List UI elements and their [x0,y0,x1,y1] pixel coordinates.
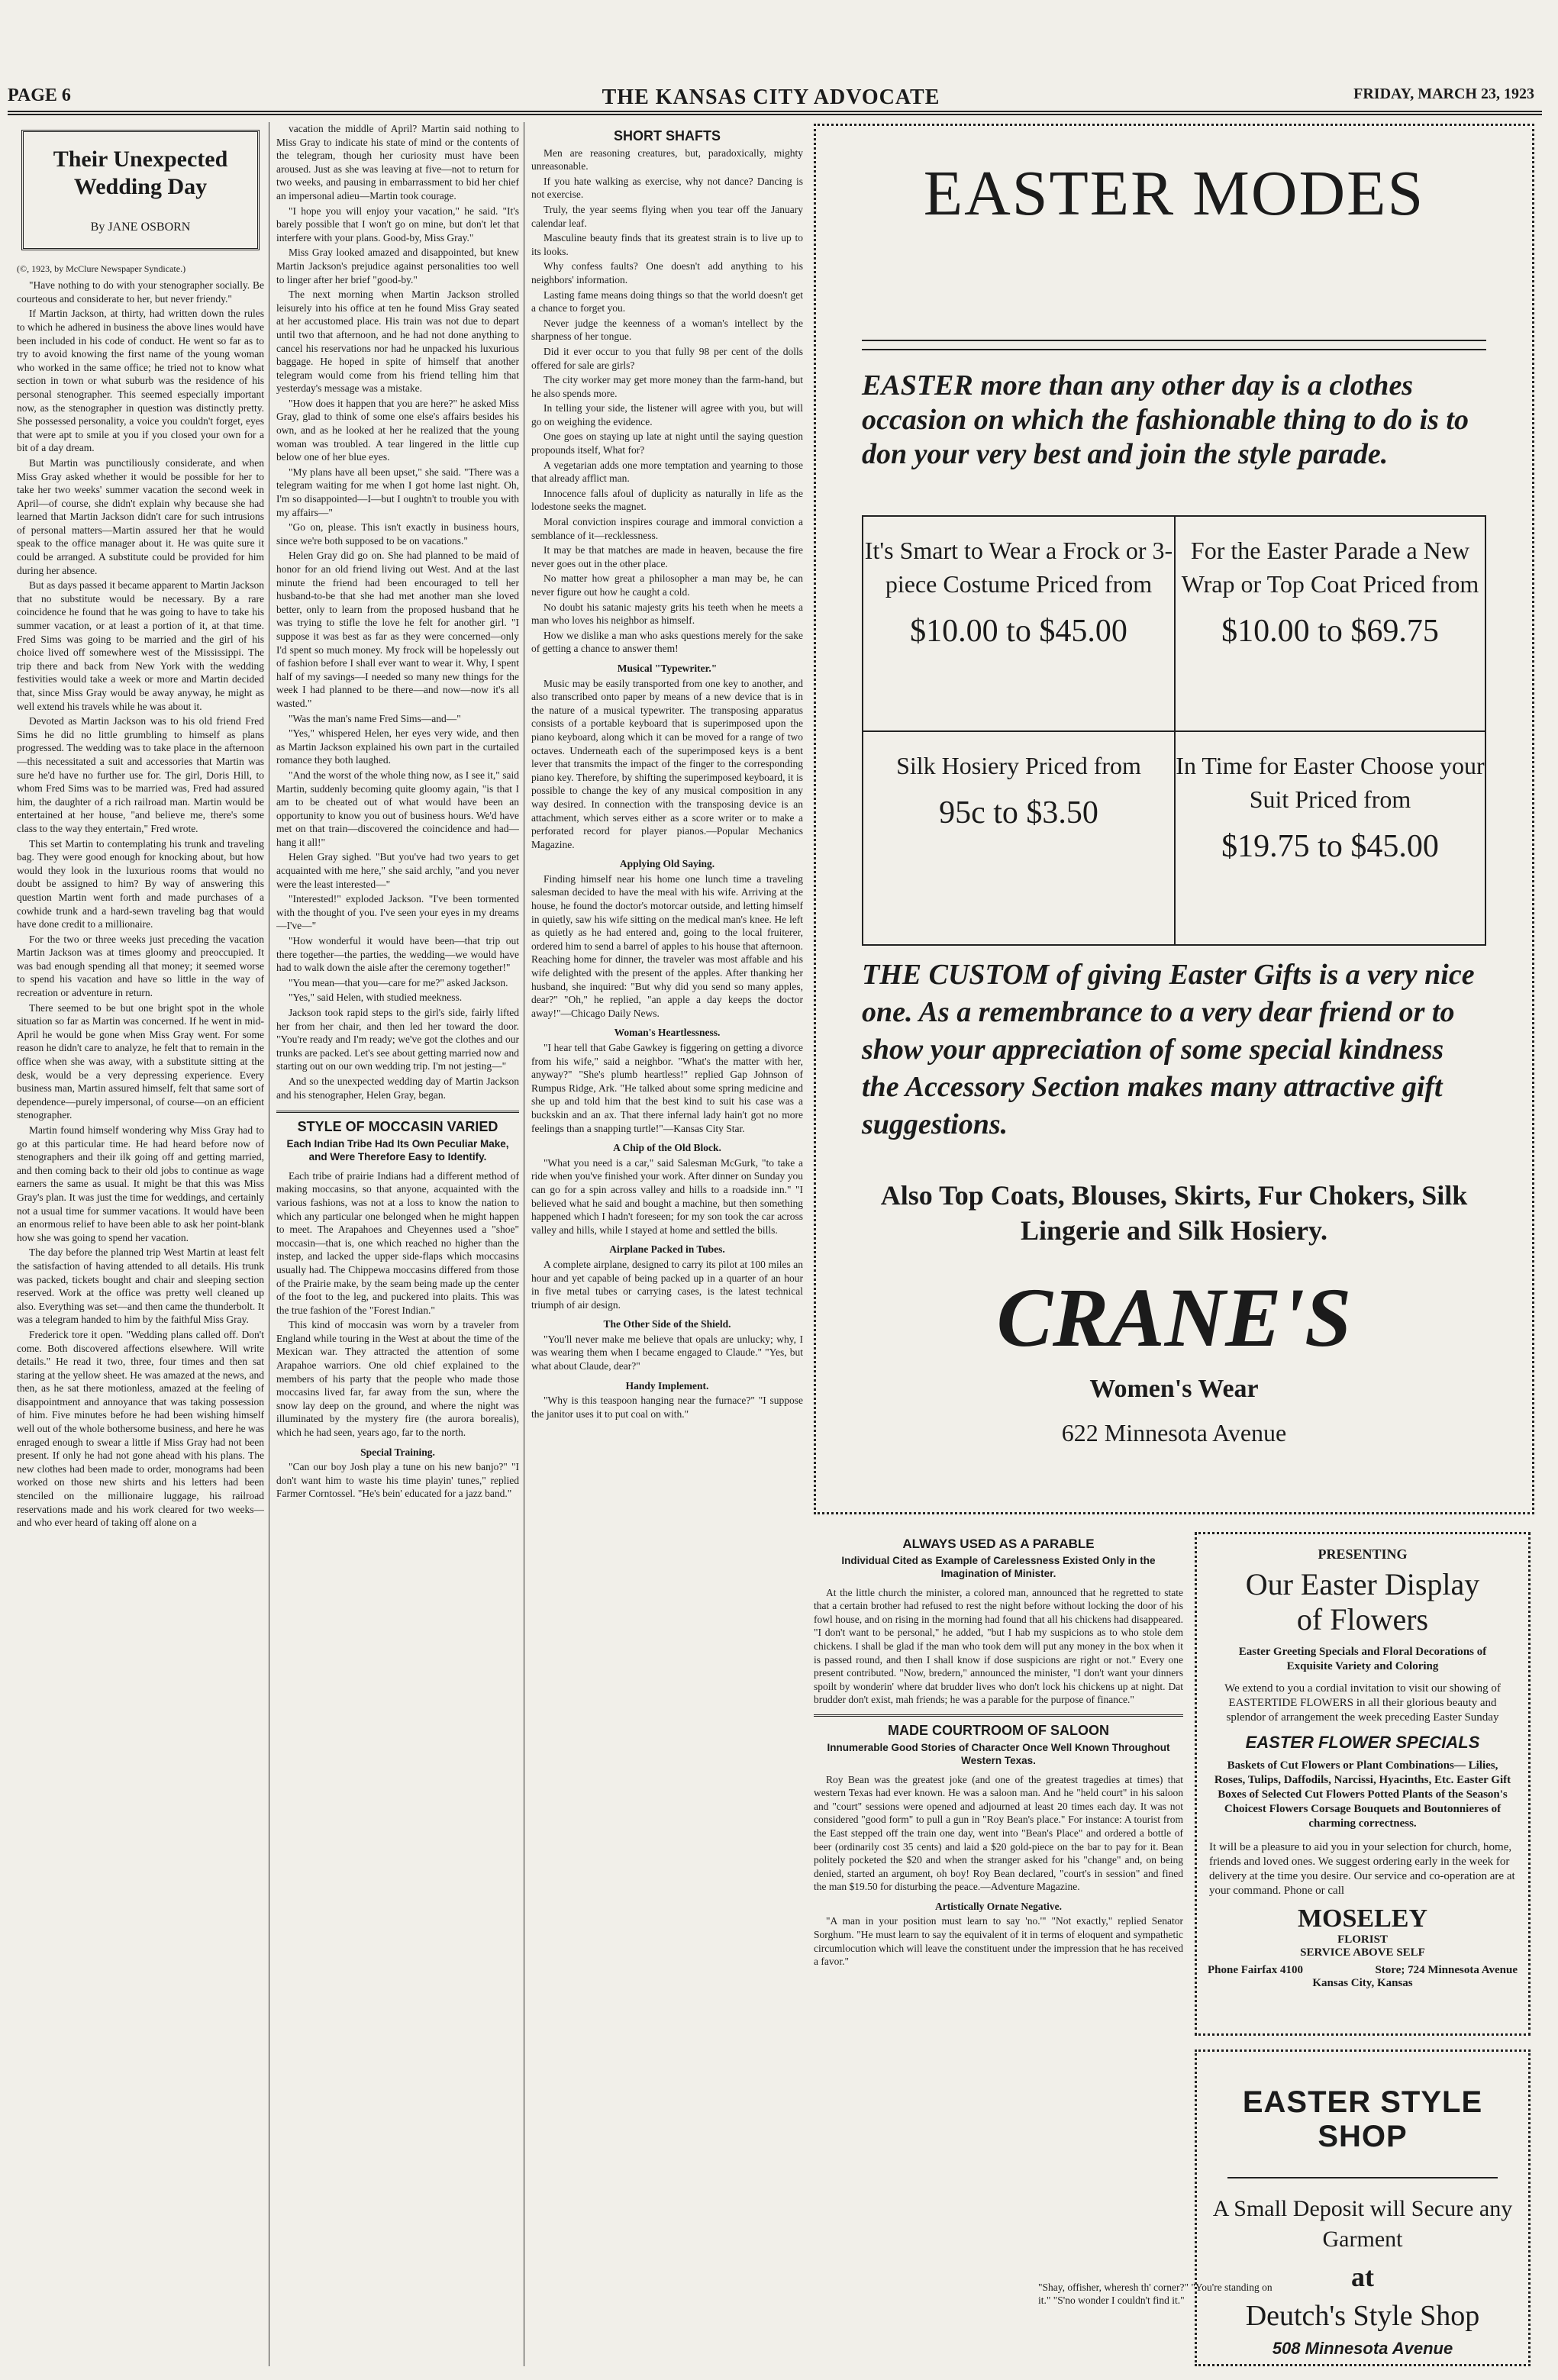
shield-head: The Other Side of the Shield. [603,1318,731,1330]
florist-store: Store; 724 Minnesota Avenue [1375,1964,1518,1976]
shield-body: "You'll never make me believe that opals are unlucky; why, I was wearing them when I became engaged to Claude." "Yes, but what about Claude, dear?" [531,1333,803,1372]
story-byline: By JANE OSBORN [90,221,191,234]
handy-body: "Why is this teaspoon hanging near the furnace?" "I suppose the janitor uses it to put coal on with." [531,1395,803,1420]
style-shop-at: at [1351,2262,1374,2292]
short-shaft-item: Truly, the year seems flying when you tear off the January calendar leaf. [531,203,803,229]
price-cell-price: 95c to $3.50 [939,795,1098,830]
story-paragraph: "And the worst of the whole thing now, as I see it," said Martin, suddenly becoming quite gloomy again, "is that I am to be cheated out of what would have been an opportunity to know you out of business hours. We'd have met on that train—discovered the coincidence and had—hang it all!" [276,769,519,848]
flowers-invitation: We extend to you a cordial invitation to visit our showing of EASTERTIDE FLOWERS in all their glorious beauty and splendor of arrangement the week preceding Easter Sunday [1224,1682,1501,1724]
easter-custom-text: THE CUSTOM of giving Easter Gifts is a very nice one. As a remembrance to a very dear friend or to show your appreciation of some special kindness the Accessory Section makes many attractive gift suggestions. [862,959,1475,1140]
price-cell-suits [1174,730,1485,944]
short-shaft-item: Innocence falls afoul of duplicity as naturally in life as the lodestone seeks the magnet. [531,487,803,513]
story-title-line2: Wedding Day [73,174,208,199]
story-paragraph: Helen Gray did go on. She had planned to be maid of honor for an old friend living out West. And at the last minute the friend had been encouraged to tell her husband-to-be that she had met another man she loved better, only to learn from the proposed husband that he was trying to stifle the love he felt for another girl. "I suppose it was best as far as they were concerned—only I'd spent so much money. My frock will be hopelessly out of fashion before I shall ever want to wear it. Why, I spent half of my savings—I needed so many new things for the week I had planned to be there—and now—now it's all wasted." [276,550,519,709]
flowers-title-2: of Flowers [1296,1602,1429,1637]
short-shaft-item: Why confess faults? One doesn't add anything to his neighbors' information. [531,260,803,285]
short-shafts-headline: SHORT SHAFTS [613,128,721,144]
ad-rule [862,349,1486,350]
moccasin-deck: Each Indian Tribe Had Its Own Peculiar Make, and Were Therefore Easy to Identify. [286,1137,509,1163]
story-paragraph: "Was the man's name Fred Sims—and—" [289,712,461,724]
style-shop-title: EASTER STYLE SHOP [1242,2085,1483,2153]
short-shaft-item: Men are reasoning creatures, but, paradoxically, mighty unreasonable. [531,147,803,173]
story-paragraph: Devoted as Martin Jackson was to his old friend Fred Sims he did no little grumbling to himself as plans progressed. The wedding was to take place in the afternoon—this necessitated a suit and accessories that Martin was sure he'd have no further use for. The girl, Doris Hill, to whom Fred Sims was to be married was, Fred had assured him, the daughter of a rich railroad man. Martin would be entertained at her house, "and believe me, there's some class to the way they entertain," Fred wrote. [17,715,264,834]
story-paragraph: The day before the planned trip West Martin at least felt the satisfaction of having attended to all details. His trunk was packed, tickets bought and chair and sleeping section reserved. Work at the office was pretty well cleaned up also. Everything was set—and then came the thunderbolt. It was a telegram handed to him by the faithful Miss Gray. [17,1246,264,1326]
story-paragraph: If Martin Jackson, at thirty, had written down the rules to which he adhered in business the above lines would have been included in his code of conduct. He went so far as to try to avoid knowing the first name of the young woman who worked in the same office; he tried not to know what section in town or what suburb was the residence of his personal stenographer. This seemed especially important now, as the stenographer in question was distinctly pretty. She possessed personality, a voice you couldn't forget, eyes that were apt to smile at you if you closed your own for a bit of a day dream. [17,308,264,454]
airplane-head: Airplane Packed in Tubes. [609,1243,725,1256]
short-shaft-item: Moral conviction inspires courage and immoral conviction a semblance of it—recklessness. [531,516,803,541]
chip-head: A Chip of the Old Block. [613,1142,721,1154]
short-shaft-item: Did it ever occur to you that fully 98 per cent of the dolls offered for sale are girls? [531,345,803,371]
story-paragraph: "Have nothing to do with your stenographer socially. Be courteous and considerate to her, but never friendy." [17,279,264,305]
story-paragraph: "I hope you will enjoy your vacation," he said. "It's barely possible that I won't go on mine, but don't let that interfere with your plans. Good-by, Miss Gray." [276,205,519,243]
flowers-subtitle: Easter Greeting Specials and Floral Decorations of Exquisite Variety and Coloring [1238,1646,1487,1672]
style-shop-name: Deutch's Style Shop [1245,2300,1480,2332]
flower-specials-heading: EASTER FLOWER SPECIALS [1245,1733,1480,1752]
story-paragraph: For the two or three weeks just preceding the vacation Martin Jackson was at times gloomy and preoccupied. It was bad enough spending all that money; it seemed worse to spend his vacation and have so little in the way of recreation or adventure in return. [17,933,264,999]
story-paragraph: "Yes," said Helen, with studied meekness. [289,992,463,1004]
saloon-body: Roy Bean was the greatest joke (and one of the greatest tragedies at times) that western Texas had ever known. He was a saloon man. And he "held court" in his saloon and "court" sessions were opened and adjourned at least 20 times each day. It was not considered "good form" to pull a gun in "Roy Bean's place." For instance: A tourist from the East stepped off the train one day, went into "Bean's Place" and ordered a bottle of beer (ordinarily cost 35 cents) and laid a $20 gold-piece on the bar to pay for it. Bean politely pocketed the $20 and when the stranger asked for his "change" and, on being denied, started an argument, oh boy! Roy Bean declared, "court's in session" and fined the man $19.50 for disturbing the peace.—Adventure Magazine. [814,1773,1183,1893]
store-tagline: Women's Wear [1089,1375,1259,1403]
story-column-1 [17,122,264,2374]
story-paragraph: "My plans have all been upset," she said. "There was a telegram waiting for me when I got home last night. Oh, I'm so disappointed—I—but I oughtn't to trouble you with my affairs—" [276,466,519,518]
story-paragraph: "How does it happen that you are here?" he asked Miss Gray, glad to think of some one else's affairs besides his own, and as he looked at her he realized that the young woman was troubled. A tear lingered in the little cup below one of her blue eyes. [276,397,519,463]
typewriter-head: Musical "Typewriter." [617,662,718,674]
story-paragraph: "You mean—that you—care for me?" asked Jackson. [289,976,508,988]
price-cell-frocks [863,517,1174,730]
story-paragraph: Frederick tore it open. "Wedding plans called off. Don't come. Both discovered affections elsewhere. Will write details." He read it two, three, four times and then sat staring at the yellow sheet. He was amazed at the news, and then, as he sat there motionless, amazed at the feeling of disappointment and annoyance that was taking possession of him. Five minutes before he had been wishing himself well out of the whole bothersome business, and here he was enraged enough to swear a little if Miss Gray had not been present. If only he had not gone ahead with his plans. The new clothes had been made to order, monograms had been worked on those new shirts and his letters had been stenciled on the millionaire luggage, his railroad reservations made and his work cleared for two weeks—and who ever heard of taking off alone on a [17,1328,264,1529]
chickens-deck: Individual Cited as Example of Carelessness Existed Only in the Imagination of Minister. [841,1554,1156,1579]
florist-label: FLORIST [1337,1933,1388,1946]
price-cell-text: For the Easter Parade a New Wrap or Top Coat Priced from [1181,537,1479,598]
negative-body: "A man in your position must learn to say 'no.'" "Not exactly," replied Senator Sorghum. "He must learn to say the equivalent of it in terms of eloquent and sympathetic circumlocution which will leave the constituent under the impression that he has received a favor." [814,1915,1183,1968]
price-cell-price: $10.00 to $69.75 [1221,614,1439,649]
issue-date: FRIDAY, MARCH 23, 1923 [1353,85,1534,102]
chickens-body: At the little church the minister, a colored man, announced that he regretted to state that a certain brother had refused to rest the night before without locking the door of his fowl house, and on rising in the morning had found that all his chickens had disappeared. "I don't want to be personal," he added, "but I hab my suspicions as to who stole dem chickens. I shall be glad if the man who took dem will put any money in the box when it is passed round, and then I shall know if dose suspicions are right or not." Every one present contributed. "Now, bredern," announced the minister, "I don't want your dinners spoilt by wonderin' where dat brudder lives who don't lock his chickens up at night. Dat brudder don't exist, mah friends; he was a parable for the purpose of finance." [814,1586,1183,1706]
flowers-closing: It will be a pleasure to aid you in your selection for church, home, friends and loved ones. We suggest ordering early in the week for delivery at the time you desire. Our service and co-operation are at your command. Phone or call [1209,1841,1515,1897]
short-shaft-item: Masculine beauty finds that its greatest strain is to live up to its looks. [531,232,803,257]
florist-city: Kansas City, Kansas [1312,1977,1413,1989]
deutch-style-shop-ad [1195,2049,1531,2366]
florist-motto: SERVICE ABOVE SELF [1300,1946,1425,1959]
short-shaft-item: Never judge the keenness of a woman's intellect by the sharpness of her tongue. [531,317,803,343]
easter-modes-title: EASTER MODES [923,158,1425,229]
saloon-headline: MADE COURTROOM OF SALOON [888,1722,1109,1738]
style-shop-line2: Garment [1322,2227,1403,2252]
story-paragraph: The next morning when Martin Jackson strolled leisurely into his office at ten he found Miss Gray seated at her accustomed place. His train was not due to depart until two that afternoon, and he had not done anything to cancel his reservations nor had he unpacked his luxurious baggage. He hoped in spite of himself that another telegram would come from his friend telling him that yesterday's message was a mistake. [276,289,519,395]
price-cell-price: $19.75 to $45.00 [1221,829,1439,864]
chip-body: "What you need is a car," said Salesman McGurk, "to take a ride when you've finished your work. After dinner on Sunday you can go for a spin across valley and hills to a roadside inn." "I believed what he said and bought a machine, but then something happened which I hadn't foreseen; for my son took the car across valley and hills, while I stayed at home and settled the bills. [531,1156,803,1236]
story-column-2 [276,122,519,2374]
typewriter-body: Music may be easily transported from one key to another, and also transcribed onto paper by means of a new device that is in the nature of a musical typewriter. The transposing apparatus consists of a portable keyboard that is superimposed upon the piano keyboard, along which it can be moved for a range of two octaves. Underneath each of the superimposed keys is a bent lever that transmits the impact of the finger to the corresponding piano key. Therefore, by shifting the superimposed keyboard, it is possible to change the key of any musical composition in any way desired. In connection with the transposing device is an attachment, which serves either as a score writer or to make a perforated record for player pianos.—Popular Mechanics Magazine. [531,677,803,850]
price-grid [862,515,1486,946]
price-cell-text: In Time for Easter Choose your Suit Priced from [1176,752,1485,813]
page-number: PAGE 6 [8,85,71,105]
story-title-box [21,130,260,250]
saloon-deck: Innumerable Good Stories of Character Once Well Known Throughout Western Texas. [827,1741,1170,1766]
story-paragraph: "Yes," whispered Helen, her eyes very wide, and then as Martin Jackson explained his own part in the curtailed romance they both laughed. [276,727,519,766]
airplane-body: A complete airplane, designed to carry its pilot at 100 miles an hour and yet capable of being packed up in a quarter of an hour in five metal tubes or carrying cases, is the latest technical triumph of air design. [531,1258,803,1311]
short-shaft-item: It may be that matches are made in heaven, because the fire never goes out in the other place. [531,544,803,569]
ad-rule [1227,2177,1498,2178]
florist-contact [1197,1964,1528,1977]
negative-head: Artistically Ornate Negative. [934,1900,1063,1912]
short-shaft-item: In telling your side, the listener will agree with you, but will go on weighing the evidence. [531,402,803,427]
heartless-body: "I hear tell that Gabe Gawkey is figgering on getting a divorce from his wife," said a neighbor. "What's the matter with her, anyway?" "She's plumb heartless!" replied Gap Johnson of Rumpus Ridge, Ark. "He talked about some spring medicine and she up and told him that the best kind to suit his case was a buckskin and an ax. That there infernal lady hain't got no more feelings than a snapping turtle!"—Kansas City Star. [531,1042,803,1134]
story-paragraph: But Martin was punctiliously considerate, and when Miss Gray asked whether it would be possible for her to take her two weeks' summer vacation the second week in April—of course, she didn't explain why because she had learned that Martin Jackson didn't care for such intrusions of personal matters—Martin assured her that he would speak to the office manager about it. He was quite sure it could be arranged. A substitute could be provided for him during her absence. [17,456,264,576]
short-shafts-column [531,122,803,2374]
short-shaft-item: No doubt his satanic majesty grits his teeth when he meets a man who loves his neighbor as himself. [531,601,803,627]
header-rule [8,111,1542,115]
handy-head: Handy Implement. [625,1379,709,1392]
short-shaft-item: A vegetarian adds one more temptation and yearning to those that already afflict man. [531,459,803,485]
moseley-florist-ad [1195,1532,1531,2036]
style-shop-address: 508 Minnesota Avenue [1272,2339,1453,2358]
moccasin-headline: STYLE OF MOCCASIN VARIED [297,1119,498,1135]
short-shaft-item: How we dislike a man who asks questions merely for the sake of getting a chance to answer them! [531,629,803,655]
story-title-line1: Their Unexpected [53,147,228,172]
price-cell-text: Silk Hosiery Priced from [896,752,1141,779]
florist-phone: Phone Fairfax 4100 [1208,1964,1303,1976]
style-shop-line1: A Small Deposit will Secure any [1212,2196,1513,2221]
flower-specials-list: Baskets of Cut Flowers or Plant Combinations— Lilies, Roses, Tulips, Daffodils, Narcissi, Hyacinths, Etc. Easter Gift Boxes of Selected Cut Flowers Potted Plants of the Season's Choicest Flowers Corsage Bouquets and Boutonnieres of charming correctness. [1214,1759,1511,1830]
story-paragraph: "Interested!" exploded Jackson. "I've been tormented with the thought of you. I've seen your eyes in my dreams—I've—" [276,893,519,932]
story-paragraph: Miss Gray looked amazed and disappointed, but knew Martin Jackson's prejudice against personalities too well to linger after her brief "good-by." [276,247,519,285]
easter-also-text: Also Top Coats, Blouses, Skirts, Fur Chokers, Silk Lingerie and Silk Hosiery. [880,1180,1468,1246]
story-paragraph: "How wonderful it would have been—that trip out there together—the parties, the wedding—we would have had to walk down the aisle after the ceremony together!" [276,935,519,974]
story-paragraph: Helen Gray sighed. "But you've had two years to get acquainted with me here," she said archly, "and you never were the least interested—" [276,851,519,890]
store-name: CRANE'S [996,1271,1352,1364]
special-training-head: Special Training. [360,1446,435,1458]
article-rule [814,1714,1183,1717]
saying-head: Applying Old Saying. [619,858,715,870]
story-paragraph: vacation the middle of April? Martin said nothing to Miss Gray to indicate his state of mind or the contents of the telegram, though her curiosity must have been aroused. Just as she was leaving at five—not to return for two weeks, and pausing in embarrassment to bid her chief an impersonal adieu—Martin took courage. [276,123,519,202]
ad-rule [862,340,1486,341]
moccasin-paragraph: This kind of moccasin was worn by a traveler from England while touring in the West at about the time of the Mexican war. They attracted the attention of some Arapahoe warriors. One old chief explained to the members of his party that the people who made those moccasins lived far, far away from the sun, where the snow lay deep on the ground, and where the night was illuminated by the mystery fire (the aurora borealis), which he had seen, years ago, far to the north. [276,1319,519,1439]
heartless-head: Woman's Heartlessness. [614,1027,721,1039]
presenting-label: PRESENTING [1318,1546,1408,1562]
story-paragraph: And so the unexpected wedding day of Martin Jackson and his stenographer, Helen Gray, began. [276,1075,519,1101]
filler-corner: "Shay, offisher, wheresh th' corner?" "You're standing on it." "S'no wonder I couldn't find it." [1038,2282,1273,2306]
page-header [8,85,1534,107]
chickens-headline: ALWAYS USED AS A PARABLE [902,1537,1095,1551]
story-paragraph: Martin found himself wondering why Miss Gray had to go at this particular time. He had heard before now of stenographers and their ilk going off and getting married, and then coming back to their old jobs to continue as wage earners the same as usual. It might be that this was Miss Gray's plan. It was just the time for weddings, and certainly not a usual time for summer vacations. It would have been an enormous relief to have been able to ask her point-blank how she was going to spend her vacation. [17,1124,264,1243]
flowers-title-1: Our Easter Display [1245,1567,1480,1601]
moccasin-paragraph: Each tribe of prairie Indians had a different method of making moccasins, so that anyone, acquainted with the various fashions, was not at a loss to know the nation to which any particular one belonged when he might happen to meet. The Arapahoes and Cheyennes used a "shoe" moccasin—that is, one which reached no higher than the instep, and lacked the upper side-flaps which moccasins usually had. The Chippewa moccasins differed from those of the Prairie make, by the seam being made up the center of the foot to the leg, and puckered into plaits. This was the true fashion of the "Forest Indian." [276,1169,519,1316]
easter-modes-intro: EASTER more than any other day is a clothes occasion on which the fashionable thing to do is to don your very best and join the style parade. [862,369,1469,470]
story-copyright: (©, 1923, by McClure Newspaper Syndicate.) [17,263,186,274]
store-address: 622 Minnesota Avenue [1061,1419,1287,1446]
short-shaft-item: The city worker may get more money than the farm-hand, but he also spends more. [531,374,803,399]
story-paragraph: There seemed to be but one bright spot in the whole situation so far as Martin was concerned. If he went in mid-April he would be gone when Miss Gray went. For some reason he didn't care to analyze, he felt that to remain in the office when she was away, with a substitute sitting at the desk, would be a very depressing experience. Every business man, Martin assured himself, felt that same sort of dependence—purely impersonal, of course—on an efficient stenographer. [17,1001,264,1121]
article-rule [276,1111,519,1113]
price-cell-hosiery [863,730,1174,944]
saying-body: Finding himself near his home one lunch time a traveling salesman decided to have the meal with his wife. Arriving at the house, he found the doctor's motorcar outside, and letting himself in quietly, saw his wife sitting on the medical man's knee. He left as quietly as he had entered and, going to the local fruiterer, ordered him to send a barrel of apples to his house that afternoon. Reaching home for dinner, the traveler was most affable and his wife delighted with the present of the apples. After thanking her husband, she inquired: "But why did you send so many apples, dear?" "Oh," he replied, "an apple a day keeps the doctor away!"—Chicago Daily News. [531,872,803,1019]
price-cell-wraps [1174,517,1485,730]
story-paragraph: This set Martin to contemplating his trunk and traveling bag. They were good enough for knocking about, but how would they look in the luxurious rooms that would no doubt be assigned to him? By way of answering this question Martin went forth and made purchases of a cowhide trunk and a hard-sewn traveling bag that would have done credit to a millionaire. [17,837,264,930]
short-shaft-item: No matter how great a philosopher a man may be, he can never figure out how he caught a cold. [531,572,803,598]
story-paragraph: "Go on, please. This isn't exactly in business hours, since we're both supposed to be on vacations." [276,521,519,547]
easter-modes-ad [814,124,1534,1514]
story-paragraph: But as days passed it became apparent to Martin Jackson that no substitute would be necessary. By a rare coincidence he found that he was going to have to take his summer vacation, or at least a portion of it, at that time. Fred Sims was going to be married and the girl of his choice lived off somewhere west of the Mississippi. The trip there and back from New York with the wedding festivities would take a week or more and Martin decided that, since Miss Gray would be away anyway, he might as well extend his travels while he was about it. [17,579,264,712]
masthead: THE KANSAS CITY ADVOCATE [602,85,940,109]
florist-name: MOSELEY [1297,1904,1428,1933]
story-paragraph: Jackson took rapid steps to the girl's side, fairly lifted her from her chair, and then led her toward the door. "You're ready and I'm ready; we've got the clothes and our trunks are packed. Let's see about getting married now and starting out on our own wedding trip. I'm not jesting—" [276,1007,519,1072]
lower-news-column [814,1530,1183,2262]
price-cell-price: $10.00 to $45.00 [910,614,1127,649]
short-shaft-item: Lasting fame means doing things so that the world doesn't get a chance to forget you. [531,289,803,314]
short-shaft-item: One goes on staying up late at night until the saying question propounds itself, What for? [531,431,803,456]
special-training-body: "Can our boy Josh play a tune on his new banjo?" "I don't want him to waste his time playin' tunes," replied Farmer Corntossel. "He's bein' educated for a jazz band." [276,1461,519,1500]
short-shaft-item: If you hate walking as exercise, why not dance? Dancing is not exercise. [531,175,803,201]
price-cell-text: It's Smart to Wear a Frock or 3-piece Costume Priced from [864,537,1173,598]
